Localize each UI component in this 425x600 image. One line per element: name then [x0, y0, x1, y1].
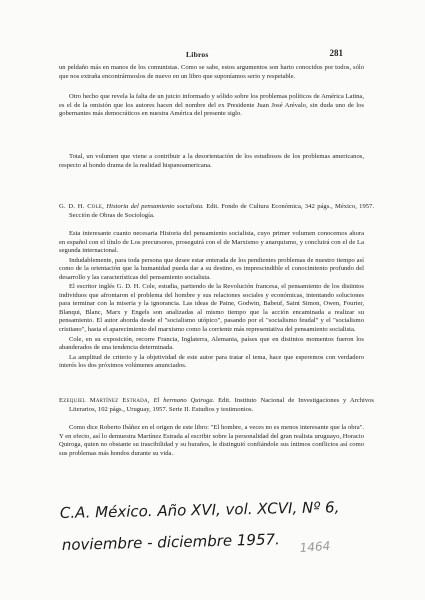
paragraph: Como dice Roberto Ibáñez en el origen de este libro: "El hombre, a veces no es menos interesante que la obra". Y en efecto, así lo demuestra Martínez Estrada al escribir sobre la personalidad del gran realista uruguayo, Horacio Quiroga, quien no obstante su irascibilidad y su huraños, le distinguió confiándole sus íntimos conflictos así como sus problemas más hondos durante su vida. [59, 424, 364, 457]
review2-author: G. D. H. Cole, [59, 203, 104, 210]
paragraph: La amplitud de criterio y la objetividad de este autor para tratar el tema, hace que esperemos con verdadero interés los dos próximos volúmenes anunciados. [59, 353, 364, 370]
paragraph: Indudablemente, para toda persona que desee estar enterada de los pendientes problemas de nuestro tiempo así como de la orientación que la humanidad pueda dar a su destino, es imprescindible el conocimiento profundo del desarrollo y las características del pensamiento socialista. [59, 256, 364, 281]
paragraph: Esta interesante cuanto necesaria Historia del pensamiento socialista, cuyo primer volumen conocemos ahora en español con el título de Los precursores, proseguirá con el de Marxismo y anarquismo, y concluirá con el de La segunda internacional. [59, 230, 364, 255]
paragraph: Total, un volumen que viene a contribuir a la desorientación de los estudiosos de los problemas americanos, respecto al hondo drama de la realidad hispanoamericana. [59, 153, 364, 169]
paragraph: El escritor inglés G. D. H. Cole, estudia, partiendo de la Revolución francesa, el pensamiento de los distintos individuos que afrontaron el problema del hombre y sus relaciones sociales y económicas, intentando soluciones para terminar con la miseria y la ignorancia. Las ideas de Paine, Godwin, Babeuf, Saint Simon, Owen, Fourier, Blanqui, Blanc, Marx y Engels son analizadas al mismo tiempo que la acción encaminada a realizar su pensamiento. El autor aborda desde el "socialismo utópico", pasando por el "socialismo feudal" y el "socialismo cristiano", hasta el aparecimiento del marxismo como la corriente más representativa del pensamiento socialista. [59, 283, 364, 334]
running-header: Libros [186, 50, 209, 59]
review2-details: Edit. Fondo de Cultura Económica, 342 págs., México, 1957. Sección de Obras de Sociología. [69, 203, 374, 219]
paragraph: un peldaño más en manos de los comunistas. Como se sabe, estos argumentos son harto conocidos por todos, sólo que nos extraña encontrármoslos de nuevo en un libro que suponíamos serio y respetable. [59, 64, 364, 80]
paragraph: Cole, en su exposición, recorre Francia, Inglaterra, Alemania, países que en distintos momentos fueron los abanderados de una tendencia determinada. [59, 335, 364, 352]
review3-title: El hermano Quiroga. [153, 397, 215, 404]
paragraph: Otro hecho que revela la falta de un juicio informado y sólido sobre los problemas políticos de América Latina, es el de la omisión que los autores hacen del nombre del ex Presidente Juan José Arévalo, sin duda uno de los gobernantes más democráticos en nuestra América del presente siglo. [59, 93, 364, 118]
handwritten-catalog-number: 1464 [299, 538, 331, 555]
review2-title: Historia del pensamiento socialista. [106, 203, 204, 210]
handwritten-citation-line-1: C.A. México. Año XVI, vol. XCVI, Nº 6, [59, 498, 340, 522]
page-number: 281 [329, 48, 343, 58]
review3-details: Edit. Instituto Nacional de Investigaciones y Archivos Literarios, 102 págs., Uruguay, 1957. Serie II. Estudios y testimonios. [69, 397, 374, 413]
review3-author: Ezequiel Martínez Estrada, [59, 397, 150, 404]
handwritten-citation-line-2: noviembre - diciembre 1957. [61, 530, 281, 554]
